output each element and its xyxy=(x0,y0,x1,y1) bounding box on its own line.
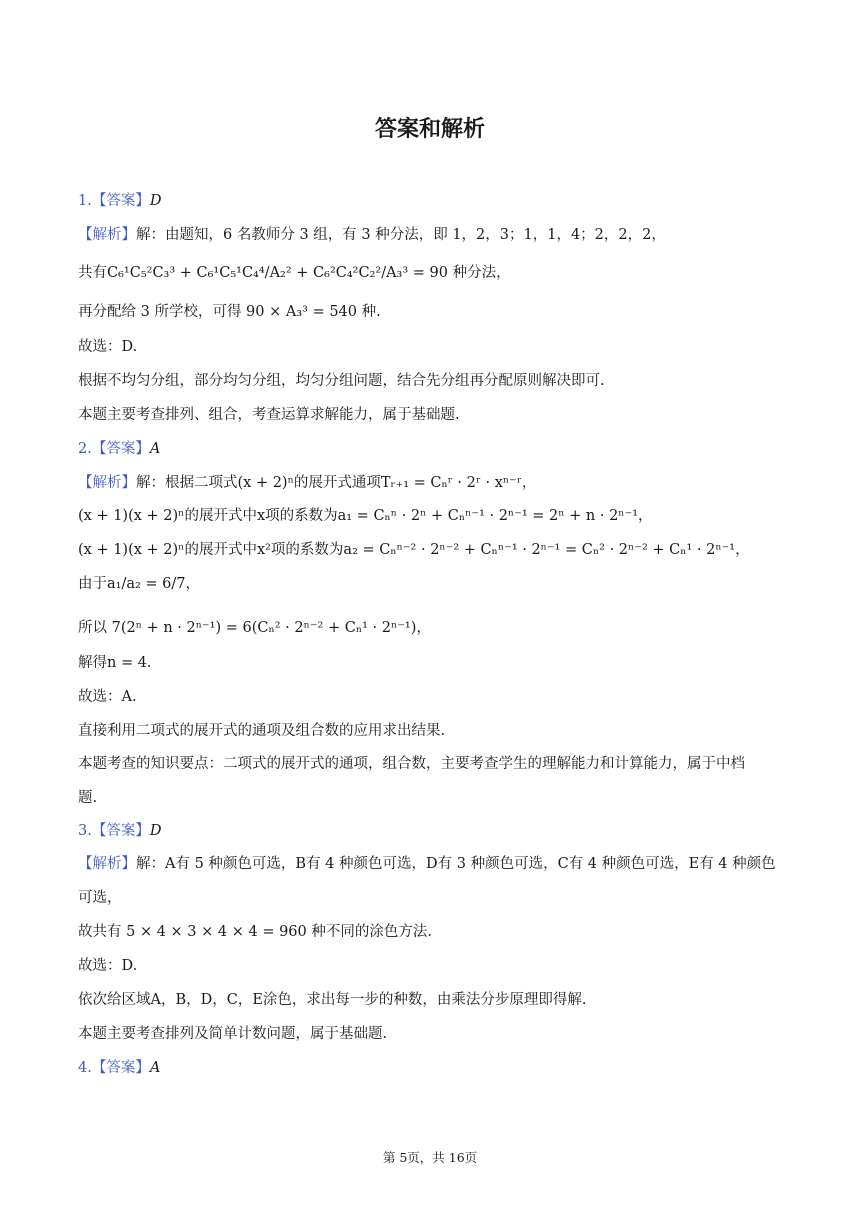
analysis-text: 解：由题知，6 名教师分 3 组，有 3 种分法，即 1，2，3；1，1，4；2，2，2， xyxy=(136,227,666,243)
text-line: 解得n = 4. xyxy=(78,655,152,671)
text-line: 本题主要考查排列及简单计数问题，属于基础题. xyxy=(78,1026,388,1042)
answer-heading xyxy=(78,438,790,460)
analysis-text: 解：根据二项式(x + 2)ⁿ的展开式通项Tᵣ₊₁ = Cₙʳ · 2ʳ · xⁿ⁻ʳ， xyxy=(136,475,537,491)
text-line: 共有C₆¹C₅²C₃³ + C₆¹C₅¹C₄⁴/A₂² + C₆²C₄²C₂²/A₃³ = 90 种分法， xyxy=(78,265,511,281)
answer-choice: D xyxy=(149,823,162,839)
question-number: 1. xyxy=(78,193,92,209)
text-line: 直接利用二项式的展开式的通项及组合数的应用求出结果. xyxy=(78,723,446,739)
text-line: 本题主要考查排列、组合，考查运算求解能力，属于基础题. xyxy=(78,407,460,423)
text-line: (x + 1)(x + 2)ⁿ的展开式中x²项的系数为a₂ = Cₙⁿ⁻² · 2ⁿ⁻² + Cₙⁿ⁻¹ · 2ⁿ⁻¹ = Cₙ² · 2ⁿ⁻² + Cₙ¹ · 2ⁿ⁻¹， xyxy=(78,542,750,558)
page-footer: 第 5页，共 16页 xyxy=(382,1150,478,1165)
page-title: 答案和解析 xyxy=(374,117,485,142)
analysis-line xyxy=(78,472,790,494)
analysis-tag: 【解析】 xyxy=(78,227,136,243)
text-line: 故选：A. xyxy=(78,689,137,705)
answer-tag: 【答案】 xyxy=(91,441,150,457)
analysis-line xyxy=(78,853,790,875)
analysis-tag: 【解析】 xyxy=(78,856,136,872)
text-line: 故选：D. xyxy=(78,958,138,974)
answer-choice: A xyxy=(149,441,161,457)
analysis-tag: 【解析】 xyxy=(78,475,136,491)
text-line: 依次给区域A，B，D，C，E涂色，求出每一步的种数，由乘法分步原理即得解. xyxy=(78,992,587,1008)
text-line: 所以 7(2ⁿ + n · 2ⁿ⁻¹) = 6(Cₙ² · 2ⁿ⁻² + Cₙ¹ · 2ⁿ⁻¹)， xyxy=(78,620,431,636)
question-number: 3. xyxy=(78,823,92,839)
text-line: 题. xyxy=(78,790,98,806)
answer-choice: D xyxy=(149,193,162,209)
text-line: 可选， xyxy=(78,890,122,906)
analysis-line xyxy=(78,224,790,246)
text-line: (x + 1)(x + 2)ⁿ的展开式中x项的系数为a₁ = Cₙⁿ · 2ⁿ + Cₙⁿ⁻¹ · 2ⁿ⁻¹ = 2ⁿ + n · 2ⁿ⁻¹， xyxy=(78,508,653,524)
answer-heading xyxy=(78,1057,790,1079)
text-line: 本题考查的知识要点：二项式的展开式的通项，组合数，主要考查学生的理解能力和计算能力，属于中档 xyxy=(78,756,745,772)
answer-tag: 【答案】 xyxy=(91,823,150,839)
question-number: 4. xyxy=(78,1060,92,1076)
text-line: 再分配给 3 所学校，可得 90 × A₃³ = 540 种. xyxy=(78,304,381,320)
analysis-text: 解：A有 5 种颜色可选，B有 4 种颜色可选，D有 3 种颜色可选，C有 4 种颜色可选，E有 4 种颜色 xyxy=(136,856,776,872)
answer-tag: 【答案】 xyxy=(91,193,150,209)
answer-tag: 【答案】 xyxy=(91,1060,150,1076)
answer-heading xyxy=(78,820,790,842)
answer-choice: A xyxy=(149,1060,161,1076)
answer-heading xyxy=(78,190,790,212)
text-line: 根据不均匀分组，部分均匀分组，均匀分组问题，结合先分组再分配原则解决即可. xyxy=(78,373,605,389)
text-line: 故共有 5 × 4 × 3 × 4 × 4 = 960 种不同的涂色方法. xyxy=(78,924,432,940)
text-line: 由于a₁/a₂ = 6/7， xyxy=(78,576,201,592)
text-line: 故选：D. xyxy=(78,339,138,355)
question-number: 2. xyxy=(78,441,92,457)
